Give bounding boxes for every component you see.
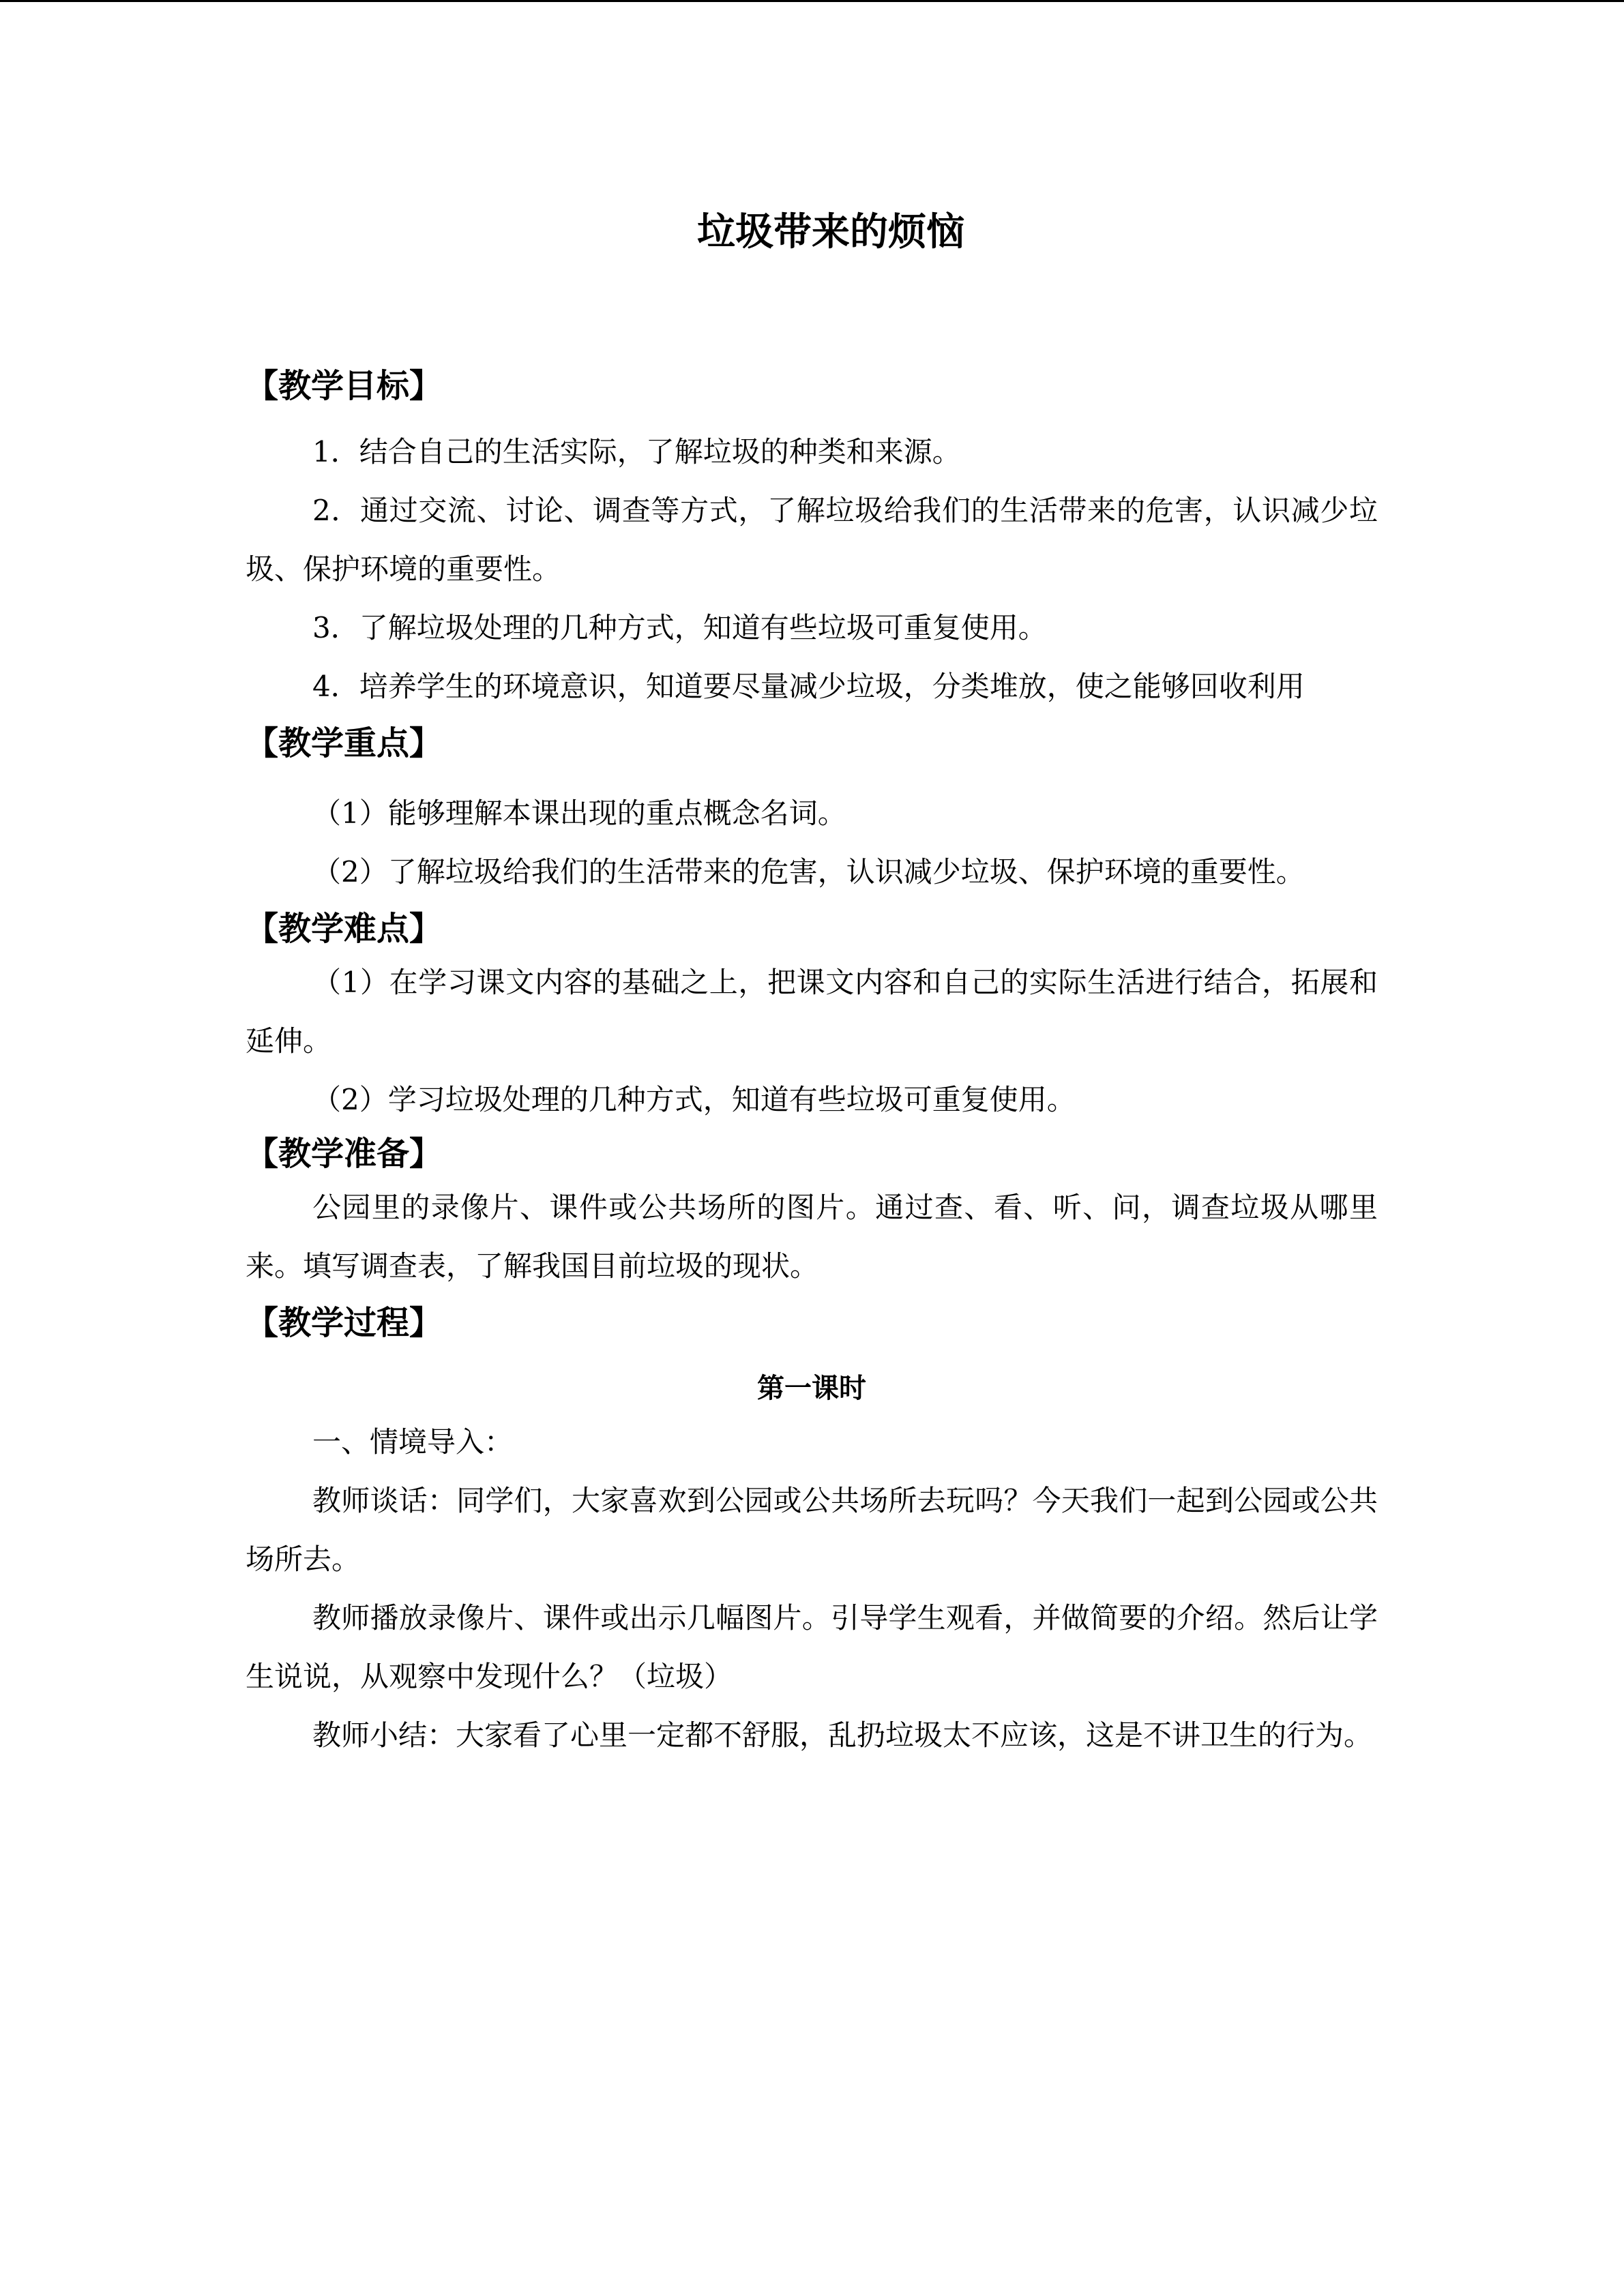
key-point-item-2: （2）了解垃圾给我们的生活带来的危害，认识减少垃圾、保护环境的重要性。 — [312, 855, 1305, 889]
section-heading-key-points: 【教学重点】 — [246, 724, 443, 762]
goal-item-4: 4．培养学生的环境意识，知道要尽量减少垃圾，分类堆放，使之能够回收利用 — [312, 670, 1305, 703]
goal-item-1: 1．结合自己的生活实际，了解垃圾的种类和来源。 — [312, 435, 961, 468]
section-heading-difficulties: 【教学难点】 — [246, 910, 443, 948]
document-page — [246, 205, 1378, 1765]
section-heading-preparation: 【教学准备】 — [246, 1135, 443, 1173]
process-paragraph-3: 教师播放录像片、课件或出示几幅图片。引导学生观看，并做简要的介绍。然后让学生说说，从观察中发现什么？（垃圾） — [246, 1601, 1378, 1693]
page-top-border — [0, 0, 1624, 2]
difficulty-item-2: （2）学习垃圾处理的几种方式，知道有些垃圾可重复使用。 — [312, 1083, 1076, 1116]
process-paragraph-1: 一、情境导入： — [312, 1425, 514, 1459]
document-title: 垃圾带来的烦恼 — [697, 209, 964, 254]
preparation-text: 公园里的录像片、课件或公共场所的图片。通过查、看、听、问，调查垃圾从哪里来。填写调查表，了解我国目前垃圾的现状。 — [246, 1191, 1378, 1283]
goal-item-3: 3．了解垃圾处理的几种方式，知道有些垃圾可重复使用。 — [312, 611, 1047, 644]
lesson-title: 第一课时 — [757, 1373, 866, 1404]
section-heading-goals: 【教学目标】 — [246, 367, 443, 405]
key-point-item-1: （1）能够理解本课出现的重点概念名词。 — [312, 796, 846, 830]
goal-item-2: 2．通过交流、讨论、调查等方式，了解垃圾给我们的生活带来的危害，认识减少垃圾、保护环境的重要性。 — [246, 494, 1378, 586]
section-heading-process: 【教学过程】 — [246, 1304, 443, 1342]
difficulty-item-1: （1）在学习课文内容的基础之上，把课文内容和自己的实际生活进行结合，拓展和延伸。 — [246, 966, 1378, 1058]
process-paragraph-2: 教师谈话：同学们，大家喜欢到公园或公共场所去玩吗？今天我们一起到公园或公共场所去。 — [246, 1484, 1378, 1576]
process-paragraph-4: 教师小结：大家看了心里一定都不舒服，乱扔垃圾太不应该，这是不讲卫生的行为。 — [312, 1718, 1373, 1752]
